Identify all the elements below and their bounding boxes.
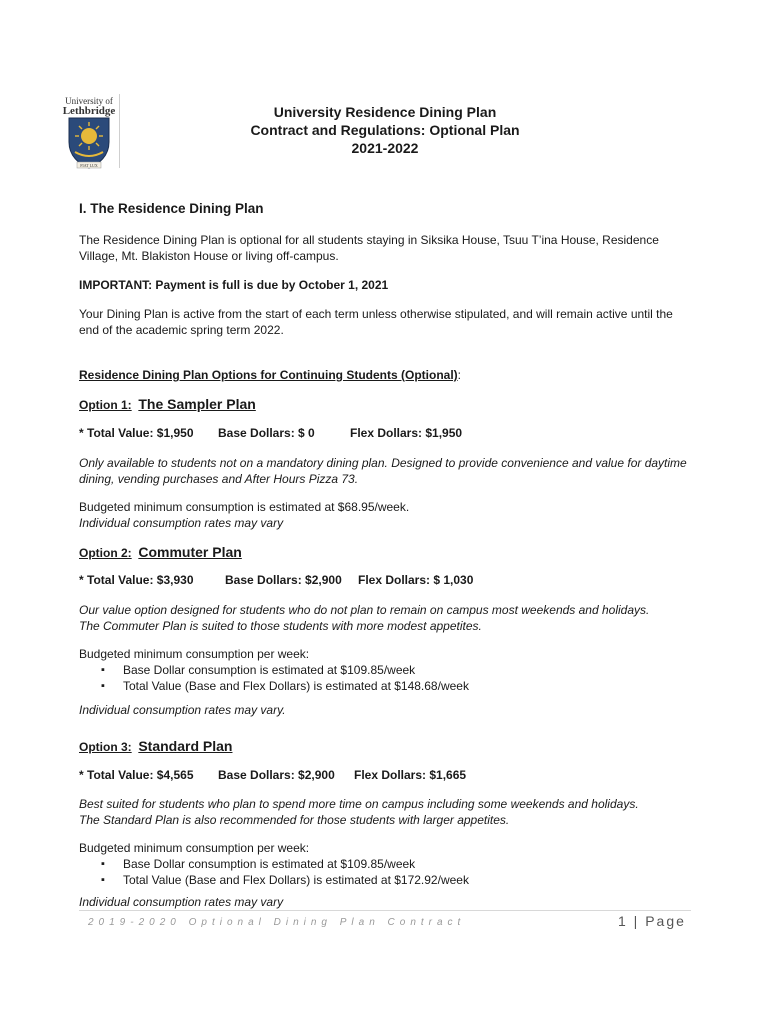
active-period-paragraph: Your Dining Plan is active from the start of each term unless otherwise stipulated, and will remain active until the end of the academic spring term 2022. <box>79 307 673 337</box>
option3-total: * Total Value: $4,565 <box>79 768 194 782</box>
university-logo <box>55 96 123 172</box>
logo-motto: FIAT LUX <box>80 163 98 168</box>
option1-prefix: Option 1: <box>79 398 132 412</box>
option2-values <box>79 573 691 589</box>
options-heading <box>79 367 691 383</box>
option3-description-2: The Standard Plan is also recommended for those students with larger appetites. <box>79 813 510 827</box>
option2-bullet: ▪ Total Value (Base and Flex Dollars) is estimated at $148.68/week <box>79 678 691 694</box>
option2-description-2: The Commuter Plan is suited to those students with more modest appetites. <box>79 619 482 633</box>
options-heading-suffix: : <box>457 368 461 382</box>
logo-wordmark <box>55 96 123 116</box>
option2-budget: Budgeted minimum consumption per week: <box>79 647 310 661</box>
option3-description-1: Best suited for students who plan to spend more time on campus including some weekends and holidays. <box>79 797 639 811</box>
option2-heading <box>79 544 242 560</box>
footer-divider <box>79 910 691 911</box>
page-separator: | <box>627 913 646 929</box>
option3-prefix: Option 3: <box>79 740 132 754</box>
options-heading-text: Residence Dining Plan Options for Continuing Students (Optional) <box>79 368 458 382</box>
option2-flex: Flex Dollars: $ 1,030 <box>358 573 474 587</box>
option2-bullet: ▪ Base Dollar consumption is estimated at $109.85/week <box>79 662 691 678</box>
logo-line2: Lethbridge <box>62 105 116 117</box>
option1-values <box>79 426 691 442</box>
option3-flex: Flex Dollars: $1,665 <box>354 768 467 782</box>
logo-divider <box>119 94 120 168</box>
option1-name: The Sampler Plan <box>138 396 256 412</box>
option3-bullet: ▪ Base Dollar consumption is estimated at $109.85/week <box>79 856 691 872</box>
option1-budget: Budgeted minimum consumption is estimated at $68.95/week. <box>79 500 410 514</box>
option3-base: Base Dollars: $2,900 <box>218 768 335 782</box>
option3-budget: Budgeted minimum consumption per week: <box>79 841 310 855</box>
option3-values <box>79 768 691 784</box>
important-notice: IMPORTANT: Payment is full is due by October 1, 2021 <box>79 278 389 292</box>
option2-prefix: Option 2: <box>79 546 132 560</box>
option1-heading <box>79 396 256 412</box>
option1-note: Individual consumption rates may vary <box>79 516 284 530</box>
option2-total: * Total Value: $3,930 <box>79 573 194 587</box>
option3-bullet: ▪ Total Value (Base and Flex Dollars) is estimated at $172.92/week <box>79 872 691 888</box>
option3-name: Standard Plan <box>138 738 233 754</box>
section-heading: I. The Residence Dining Plan <box>79 201 264 216</box>
intro-paragraph: The Residence Dining Plan is optional for all students staying in Siksika House, Tsuu T’ina House, Residence Village, Mt. Blakiston House or living off-campus. <box>79 233 659 263</box>
option2-bullet-list <box>79 662 691 694</box>
title-line3: 2021-2022 <box>351 140 419 156</box>
logo-line1: University of <box>65 96 113 106</box>
option3-note: Individual consumption rates may vary <box>79 895 284 909</box>
option1-flex: Flex Dollars: $1,950 <box>350 426 463 440</box>
crest-icon <box>55 116 123 170</box>
option1-description: Only available to students not on a mandatory dining plan. Designed to provide convenience and value for daytime dining, vending purchases and After Hours Pizza 73. <box>79 456 687 486</box>
title-line1: University Residence Dining Plan <box>273 104 497 120</box>
option2-name: Commuter Plan <box>138 544 242 560</box>
option1-base: Base Dollars: $ 0 <box>218 426 315 440</box>
option3-bullet-list <box>79 856 691 888</box>
option2-description-1: Our value option designed for students who do not plan to remain on campus most weekends and holidays. <box>79 603 650 617</box>
page-number: 1 <box>618 913 628 929</box>
option3-heading <box>79 738 232 754</box>
footer-document-name: 2019-2020 Optional Dining Plan Contract <box>88 917 466 928</box>
footer-page-number <box>618 913 686 929</box>
document-title <box>150 103 620 157</box>
option2-base: Base Dollars: $2,900 <box>225 573 342 587</box>
option2-note: Individual consumption rates may vary. <box>79 703 286 717</box>
page-word: Page <box>645 913 686 929</box>
option1-total: * Total Value: $1,950 <box>79 426 194 440</box>
title-line2: Contract and Regulations: Optional Plan <box>250 122 520 138</box>
